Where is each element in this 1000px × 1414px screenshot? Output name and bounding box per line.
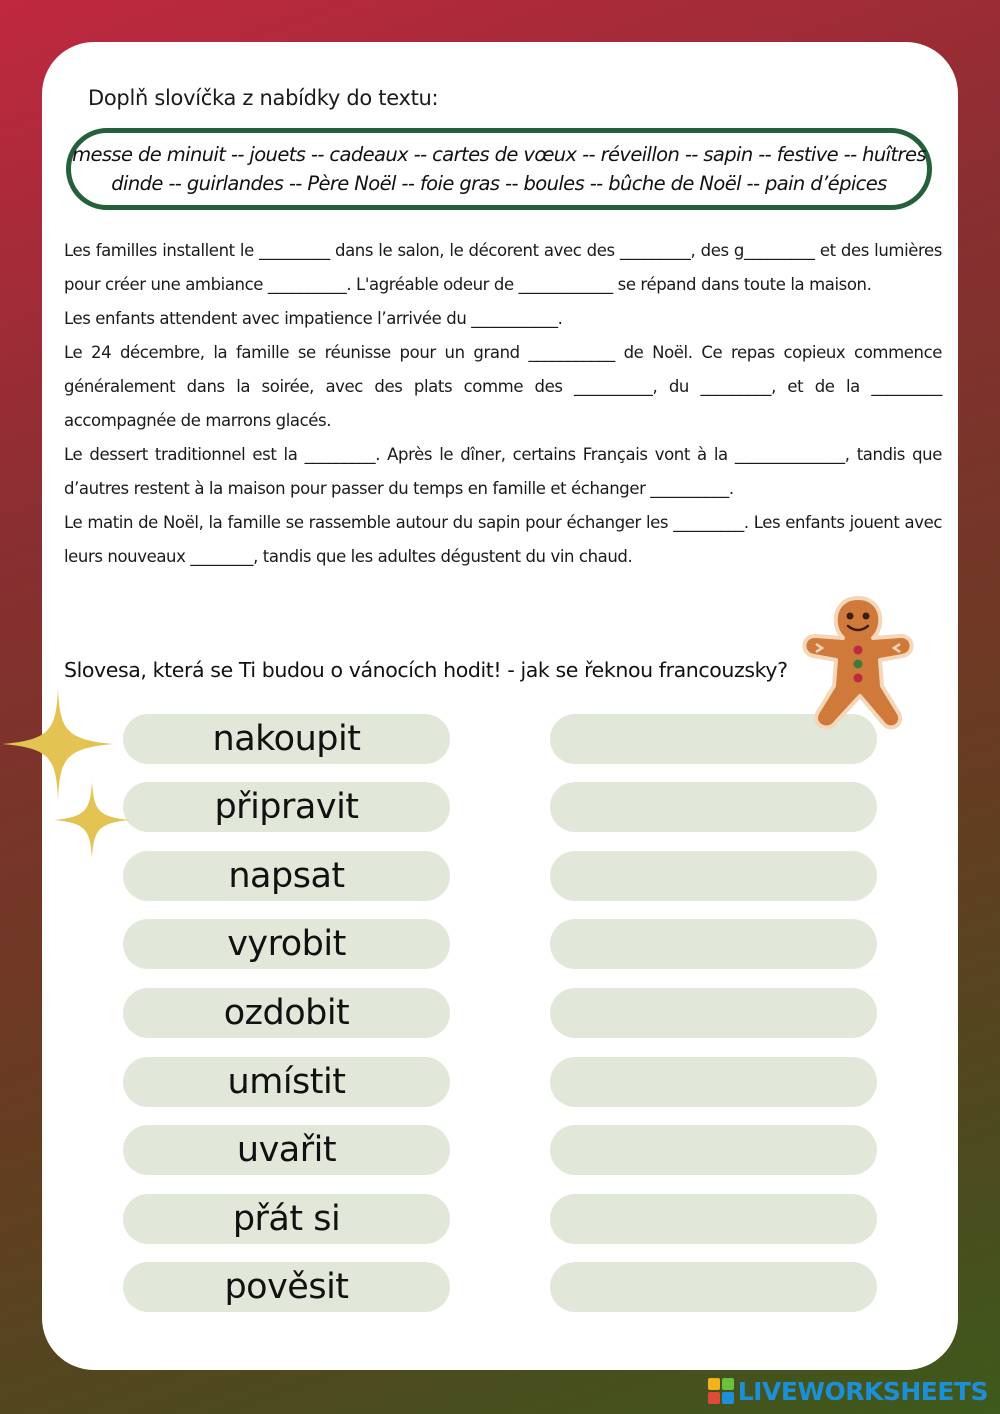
paragraph-4: Le dessert traditionnel est la _________. Après le dîner, certains Français vont à la ______________, tandis que d’autres restent à la maison pour passer du temps en famille et échanger __________.	[64, 445, 942, 498]
verbs-heading: Slovesa, která se Ti budou o vánocích hodit! - jak se řeknou francouzsky?	[64, 658, 788, 682]
paragraph-1: Les familles installent le _________ dans le salon, le décorent avec des _________, des g_________ et des lumières pour créer une ambiance __________. L'agréable odeur de ____________ se répand dans toute la maison.	[64, 241, 942, 294]
gingerbread-man-icon	[800, 594, 916, 730]
instruction-text: Doplň slovíčka z nabídky do textu:	[88, 86, 439, 110]
answer-input[interactable]	[550, 988, 877, 1038]
paragraph-2: Les enfants attendent avec impatience l’arrivée du ___________.	[64, 309, 563, 328]
verb-label: nakoupit	[123, 714, 450, 764]
verb-row	[123, 851, 877, 901]
logo-text: LIVEWORKSHEETS	[737, 1376, 988, 1406]
verb-label: pověsit	[123, 1262, 450, 1312]
verb-label: připravit	[123, 782, 450, 832]
liveworksheets-logo[interactable]	[708, 1376, 988, 1406]
verb-row	[123, 1125, 877, 1175]
verb-row	[123, 714, 877, 764]
answer-input[interactable]	[550, 1057, 877, 1107]
verb-row	[123, 1262, 877, 1312]
verb-label: napsat	[123, 851, 450, 901]
sparkle-star-icon	[54, 782, 130, 858]
word-bank-line-1: messe de minuit -- jouets -- cadeaux -- cartes de vœux -- réveillon -- sapin -- festive -- huîtres	[72, 143, 926, 166]
answer-input[interactable]	[550, 1194, 877, 1244]
fill-in-text	[64, 234, 942, 574]
answer-input[interactable]	[550, 851, 877, 901]
verb-label: ozdobit	[123, 988, 450, 1038]
paragraph-5: Le matin de Noël, la famille se rassemble autour du sapin pour échanger les _________. Les enfants jouent avec leurs nouveaux ________, tandis que les adultes dégustent du vin chaud.	[64, 513, 942, 566]
verb-label: umístit	[123, 1057, 450, 1107]
answer-input[interactable]	[550, 782, 877, 832]
logo-mark-icon	[708, 1378, 734, 1404]
word-bank-line-2: dinde -- guirlandes -- Père Noël -- foie gras -- boules -- bûche de Noël -- pain d’épices	[111, 172, 887, 195]
verb-label: přát si	[123, 1194, 450, 1244]
answer-input[interactable]	[550, 1125, 877, 1175]
verb-label: vyrobit	[123, 919, 450, 969]
verb-row	[123, 919, 877, 969]
answer-input[interactable]	[550, 1262, 877, 1312]
verb-row	[123, 988, 877, 1038]
verb-row	[123, 782, 877, 832]
verb-label: uvařit	[123, 1125, 450, 1175]
verb-row	[123, 1057, 877, 1107]
verb-row	[123, 1194, 877, 1244]
paragraph-3: Le 24 décembre, la famille se réunisse pour un grand ___________ de Noël. Ce repas copieux commence généralement dans la soirée, avec des plats comme des __________, du _________, et de la _________ accompagnée de marrons glacés.	[64, 343, 942, 430]
word-bank	[66, 128, 932, 210]
answer-input[interactable]	[550, 919, 877, 969]
